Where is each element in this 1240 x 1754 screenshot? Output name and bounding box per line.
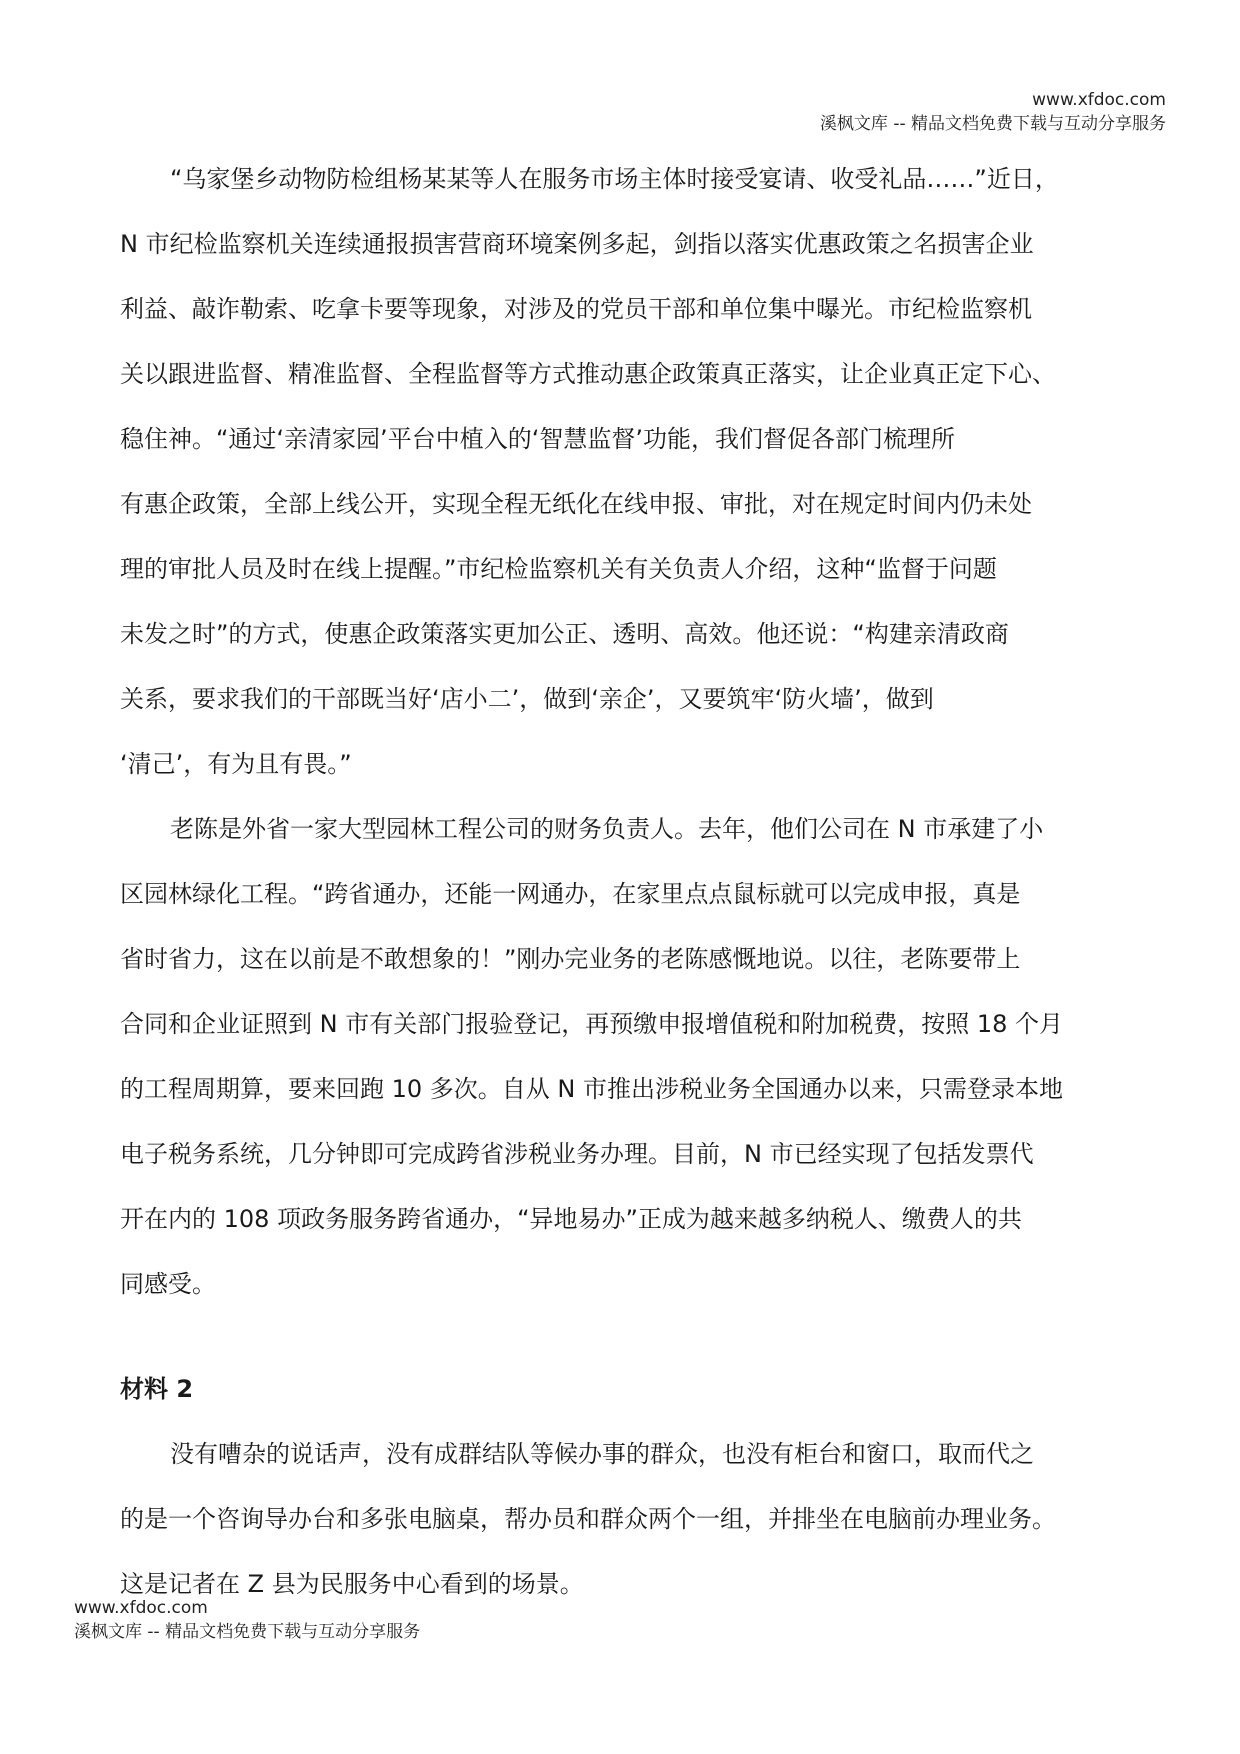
header-tagline: 溪枫文库 -- 精品文档免费下载与互动分享服务 <box>819 114 1166 134</box>
text-line: 这是记者在 Z 县为民服务中心看到的场景。 <box>120 1570 584 1598</box>
text-line: “乌家堡乡动物防检组杨某某等人在服务市场主体时接受宴请、收受礼品……”近日， <box>170 165 1059 193</box>
text-line: 利益、敲诈勒索、吃拿卡要等现象，对涉及的党员干部和单位集中曝光。市纪检监察机 <box>120 295 1032 323</box>
document-body <box>120 147 1160 1617</box>
text-line: 理的审批人员及时在线上提醒。”市纪检监察机关有关负责人介绍，这种“监督于问题 <box>120 555 997 583</box>
text-line: 合同和企业证照到 N 市有关部门报验登记，再预缴申报增值税和附加税费，按照 18 个月 <box>120 1010 1064 1038</box>
text-line: 有惠企政策，全部上线公开，实现全程无纸化在线申报、审批，对在规定时间内仍未处 <box>120 490 1032 518</box>
paragraph-1 <box>120 147 1160 797</box>
section-title: 材料 2 <box>120 1375 194 1403</box>
text-line: 省时省力，这在以前是不敢想象的！”刚办完业务的老陈感慨地说。以往，老陈要带上 <box>120 945 1021 973</box>
text-line: 关以跟进监督、精准监督、全程监督等方式推动惠企政策真正落实，让企业真正定下心、 <box>120 360 1056 388</box>
text-line: 未发之时”的方式，使惠企政策落实更加公正、透明、高效。他还说：“构建亲清政商 <box>120 620 1009 648</box>
text-line: ‘清己’，有为且有畏。” <box>120 750 352 778</box>
page-footer <box>74 1596 420 1644</box>
footer-tagline: 溪枫文库 -- 精品文档免费下载与互动分享服务 <box>74 1622 421 1642</box>
text-line: 老陈是外省一家大型园林工程公司的财务负责人。去年，他们公司在 N 市承建了小 <box>170 815 1044 843</box>
paragraph-2 <box>120 797 1160 1317</box>
footer-site-url[interactable]: www.xfdoc.com <box>74 1598 208 1618</box>
text-line: N 市纪检监察机关连续通报损害营商环境案例多起，剑指以落实优惠政策之名损害企业 <box>120 230 1034 258</box>
text-line: 区园林绿化工程。“跨省通办，还能一网通办，在家里点点鼠标就可以完成申报，真是 <box>120 880 1021 908</box>
text-line: 没有嘈杂的说话声，没有成群结队等候办事的群众，也没有柜台和窗口，取而代之 <box>170 1440 1034 1468</box>
text-line: 电子税务系统，几分钟即可完成跨省涉税业务办理。目前，N 市已经实现了包括发票代 <box>120 1140 1034 1168</box>
text-line: 同感受。 <box>120 1270 216 1298</box>
text-line: 的是一个咨询导办台和多张电脑桌，帮办员和群众两个一组，并排坐在电脑前办理业务。 <box>120 1505 1056 1533</box>
text-line: 关系，要求我们的干部既当好‘店小二’，做到‘亲企’，又要筑牢‘防火墙’，做到 <box>120 685 934 713</box>
text-line: 稳住神。“通过‘亲清家园’平台中植入的‘智慧监督’功能，我们督促各部门梳理所 <box>120 425 955 453</box>
header-site-url[interactable]: www.xfdoc.com <box>1032 90 1166 110</box>
text-line: 开在内的 108 项政务服务跨省通办，“异地易办”正成为越来越多纳税人、缴费人的共 <box>120 1205 1022 1233</box>
paragraph-3 <box>120 1422 1160 1617</box>
text-line: 的工程周期算，要来回跑 10 多次。自从 N 市推出涉税业务全国通办以来，只需登录本地 <box>120 1075 1064 1103</box>
page-header <box>820 88 1166 136</box>
